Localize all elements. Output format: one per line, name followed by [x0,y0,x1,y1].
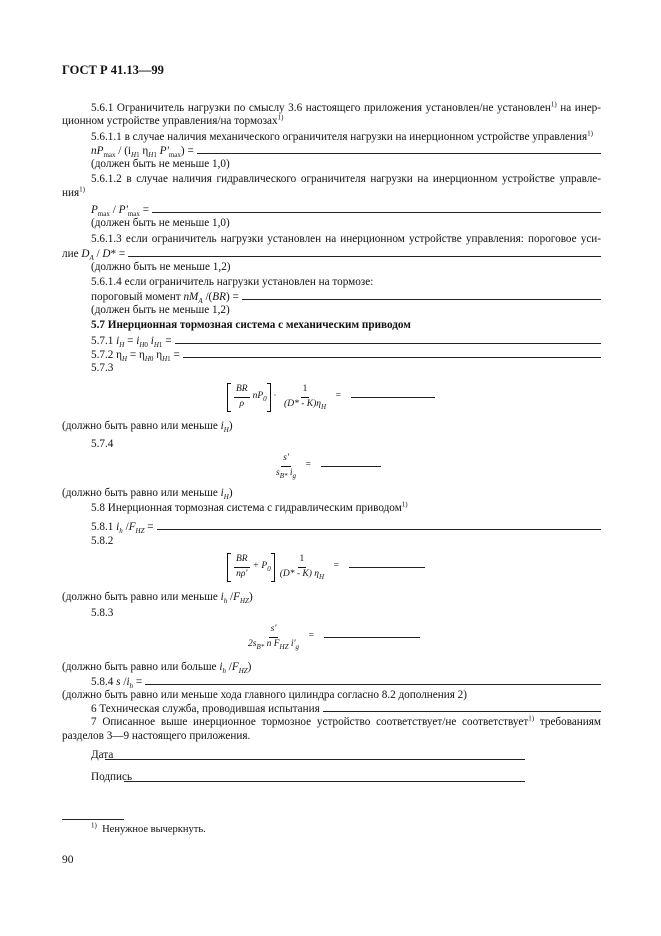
item-5-6-1-4: 5.6.1.4 если ограничитель нагрузки установлен на тормозе: [91,276,374,288]
input-line[interactable] [157,519,601,530]
formula-5-7-4: $\frac{s'}{s_{B*} i_g}$ = [271,453,381,480]
condition-5-6-1-1: (должен быть не меньше 1,0) [91,158,230,170]
footnote: $^{1)}$ Ненужное вычеркнуть. [91,821,206,835]
item-7-cont: разделов 3—9 настоящего приложения. [62,730,251,742]
input-line[interactable] [321,466,381,467]
date-label: Дата [91,749,114,761]
input-line[interactable] [175,333,602,344]
item-5-7-4-label: 5.7.4 [91,438,114,450]
formula-5-6-1-2-field: $P_{max} / P'_{max}$ = [91,202,601,217]
condition-5-6-1-2: (должен быть не меньше 1,0) [91,217,230,229]
input-line[interactable] [183,347,601,358]
item-5-8-2-label: 5.8.2 [91,535,114,547]
input-line[interactable] [128,246,601,257]
item-5-6-1-1: 5.6.1.1 в случае наличия механического ограничителя нагрузки на инерционном устройстве управления$^{1)}$ [91,129,593,143]
item-5-8-3-label: 5.8.3 [91,607,114,619]
input-line[interactable] [197,143,601,154]
condition-5-8-4: (должно быть равно или меньше хода главного цилиндра согласно 8.2 дополнения 2) [62,689,467,701]
formula-5-8-1-field: 5.8.1 $i_h$ $/F_{HZ}$ = [91,519,601,534]
formula-5-6-1-4-field: пороговый момент $nM_A$ /(BR) = [91,289,601,304]
formula-5-7-1-field: 5.7.1 $i_H = i_{H0}$ $i_{H1}$ = [91,333,601,348]
input-line[interactable] [152,202,601,213]
condition-5-8-2: (должно быть равно или меньше $i_h$ $/F_{HZ}$) [62,591,253,606]
formula-5-7-3: $\frac{BR}{\rho}$ $nP_0$ · $\frac{1}{(D* - K)\eta_H}$ = [227,383,435,412]
condition-5-7-4: (должно быть равно или меньше $i_H$) [62,487,233,502]
item-6-field: 6 Техническая служба, проводившая испытания [91,701,601,716]
condition-5-6-1-3: (должно быть не меньше 1,2) [91,261,231,273]
condition-5-6-1-4: (должен быть не меньше 1,2) [91,304,230,316]
section-5-7-heading: 5.7 Инерционная тормозная система с механическим приводом [91,319,411,331]
item-5-6-1-cont: ционном устройстве управления/на тормозах$^{1)}$ [62,113,284,127]
input-line[interactable] [242,289,601,300]
formula-5-6-1-1-field: $nP_{max} / (i_{H1}$ $\eta_{H1}$ $P'_{max}$) = [91,143,601,158]
item-5-7-3-label: 5.7.3 [91,362,114,374]
input-line[interactable] [351,397,435,398]
condition-5-8-3: (должно быть равно или больше $i_h$ $/F_{HZ}$) [62,661,252,676]
item-5-6-1: 5.6.1 Ограничитель нагрузки по смыслу 3.6 настоящего приложения установлен/не установлен$^{1)}$ на инер- [91,100,601,114]
formula-5-6-1-3-field: лие $D_A / D*$ = [62,246,601,261]
item-5-6-1-2-cont: ния$^{1)}$ [62,185,85,199]
document-header: ГОСТ Р 41.13—99 [62,63,164,77]
condition-5-7-3: (должно быть равно или меньше $i_H$) [62,420,233,435]
formula-5-8-3: $\frac{s'}{2s_{B*} n F_{HZ} i'_g}$ = [243,624,420,651]
date-input-line[interactable] [105,759,525,760]
input-line[interactable] [145,674,601,685]
formula-5-8-4-field: 5.8.4 s $/i_h$ = [91,674,601,689]
signature-label: Подпись [91,771,133,783]
input-line[interactable] [349,567,425,568]
section-5-8-heading: 5.8 Инерционная тормозная система с гидравлическим приводом$^{1)}$ [91,500,408,514]
signature-input-line[interactable] [124,781,525,782]
item-5-6-1-3: 5.6.1.3 если ограничитель нагрузки установлен на инерционном устройстве управления: пороговое уси- [91,233,601,245]
input-line[interactable] [323,701,601,712]
item-7: 7 Описанное выше инерционное тормозное устройство соответствует/не соответствует$^{1)}$ требованиям [91,714,601,728]
formula-5-7-2-field: 5.7.2 $\eta_H = \eta_{H0}$ $\eta_{H1}$ = [91,347,601,362]
footnote-separator [62,819,124,820]
input-line[interactable] [324,637,420,638]
page-number: 90 [62,854,74,866]
item-5-6-1-2: 5.6.1.2 в случае наличия гидравлического ограничителя нагрузки на инерционном устройстве управле- [91,173,601,185]
formula-5-8-2: $\frac{BR}{n\rho'}$ + $P_0$ $\frac{1}{(D* - K) \eta_H}$ = [227,553,425,582]
